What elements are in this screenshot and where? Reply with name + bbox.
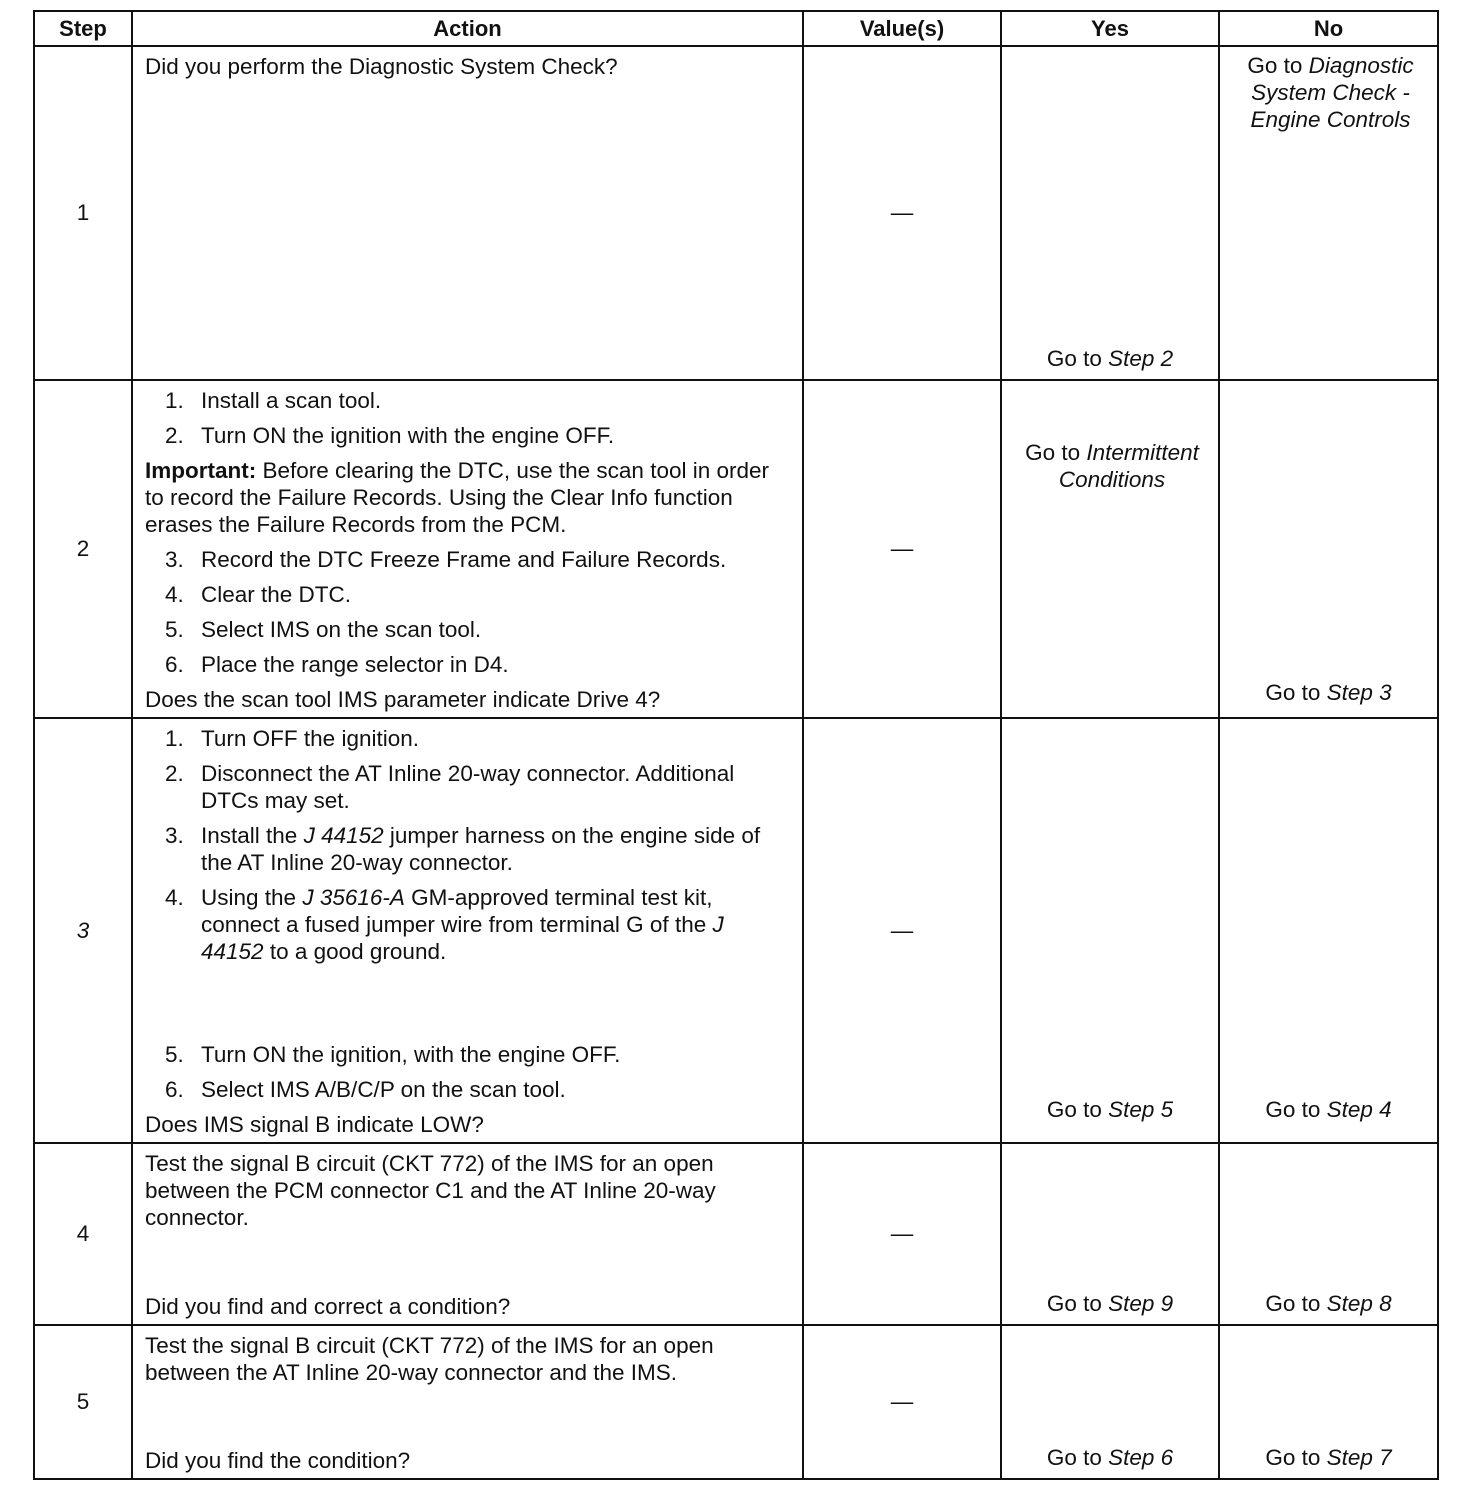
item-text: GM-approved terminal test kit, connect a fused jumper wire from terminal G of the [201,885,713,937]
no-cell [1219,1325,1438,1479]
step-number-text: 3 [76,917,90,943]
list-item [145,616,790,643]
item-number: 2. [165,423,184,448]
item-text: Using the [201,885,303,910]
header-no: No [1219,11,1438,46]
goto-prefix: Go to [1265,1097,1327,1122]
question-text: Does IMS signal B indicate LOW? [145,1112,484,1137]
no-goto[interactable] [1220,1097,1437,1123]
goto-link[interactable]: Step 5 [1108,1097,1174,1122]
goto-link[interactable]: Diagnostic System Check - Engine Controls [1250,53,1414,132]
question-text: Does the scan tool IMS parameter indicate Drive 4? [145,687,661,712]
table-row-step-5 [34,1325,1438,1479]
question-text: Did you find the condition? [145,1448,411,1473]
goto-prefix: Go to [1046,1445,1109,1470]
yes-goto[interactable] [1002,1097,1218,1123]
step-number: 4 [34,1143,132,1325]
item-text: Clear the DTC. [201,582,352,607]
goto-link[interactable]: Step 8 [1326,1291,1392,1316]
no-goto[interactable] [1220,1291,1437,1317]
action-cell [132,1325,803,1479]
table-row-step-3 [34,718,1438,1143]
item-text: jumper harness on the engine side of the AT Inline 20-way connector. [201,823,761,875]
item-text: Turn ON the ignition with the engine OFF. [201,423,615,448]
yes-goto[interactable] [1002,381,1218,493]
goto-link[interactable]: Step 9 [1108,1291,1174,1316]
list-item [145,387,790,414]
goto-prefix: Go to [1265,1445,1327,1470]
goto-link[interactable]: Step 3 [1326,680,1392,705]
header-action: Action [132,11,803,46]
goto-prefix: Go to [1046,346,1109,371]
yes-goto[interactable] [1002,1291,1218,1317]
item-text: to a good ground. [263,939,447,964]
list-item [145,725,790,752]
diagnostic-table [33,10,1439,1480]
step-number: 5 [34,1325,132,1479]
question-text: Did you perform the Diagnostic System Check? [145,54,618,79]
list-item [145,1041,790,1068]
item-number: 4. [165,885,184,910]
header-step: Step [34,11,132,46]
action-text: Test the signal B circuit (CKT 772) of the IMS for an open between the AT Inline 20-way connector and the IMS. [145,1333,714,1385]
table-row-step-1 [34,46,1438,380]
item-text: Turn OFF the ignition. [201,726,420,751]
action-text: Test the signal B circuit (CKT 772) of the IMS for an open between the PCM connector C1 and the AT Inline 20-way connector. [145,1151,716,1230]
important-text: Before clearing the DTC, use the scan tool in order to record the Failure Records. Using the Clear Info function erases the Failure Records from the PCM. [145,458,770,537]
item-text: Select IMS A/B/C/P on the scan tool. [201,1077,566,1102]
goto-prefix: Go to [1265,1291,1327,1316]
item-number: 3. [165,823,184,848]
question-text: Did you find and correct a condition? [145,1294,511,1319]
header-row [34,11,1438,46]
goto-link[interactable]: Step 7 [1326,1445,1392,1470]
table-row-step-2 [34,380,1438,718]
goto-prefix: Go to [1247,53,1309,78]
action-cell [132,1143,803,1325]
item-number: 6. [165,1077,184,1102]
goto-link[interactable]: Step 2 [1108,346,1174,371]
tool-reference[interactable]: J 44152 [201,912,724,964]
item-text: Install a scan tool. [201,388,382,413]
no-goto[interactable] [1220,47,1437,133]
action-cell [132,46,803,380]
item-text: Install the [201,823,304,848]
yes-cell [1001,718,1219,1143]
item-text: Place the range selector in D4. [201,652,509,677]
item-number: 2. [165,761,184,786]
action-cell [132,380,803,718]
value-cell: — [803,1325,1001,1479]
list-item [145,1076,790,1103]
yes-cell [1001,1325,1219,1479]
item-number: 6. [165,652,184,677]
list-item [145,651,790,678]
yes-goto[interactable] [1002,346,1218,372]
list-item [145,884,790,965]
no-goto[interactable] [1220,1445,1437,1471]
value-cell: — [803,1143,1001,1325]
table-row-step-4 [34,1143,1438,1325]
item-text: Select IMS on the scan tool. [201,617,482,642]
value-cell: — [803,46,1001,380]
yes-cell [1001,1143,1219,1325]
no-goto[interactable] [1220,680,1437,706]
instruction-list [145,387,790,449]
item-number: 3. [165,547,184,572]
important-label: Important: [145,458,257,483]
tool-reference[interactable]: J 35616-A [302,885,405,910]
step-number: 1 [34,46,132,380]
no-cell [1219,718,1438,1143]
value-cell: — [803,380,1001,718]
tool-reference[interactable]: J 44152 [303,823,384,848]
value-cell: — [803,718,1001,1143]
goto-prefix: Go to [1046,1097,1109,1122]
yes-cell [1001,46,1219,380]
goto-prefix: Go to [1265,680,1327,705]
header-values: Value(s) [803,11,1001,46]
no-cell [1219,1143,1438,1325]
goto-prefix: Go to [1046,1291,1109,1316]
list-item [145,422,790,449]
action-cell [132,718,803,1143]
header-yes: Yes [1001,11,1219,46]
list-item [145,822,790,876]
no-cell [1219,380,1438,718]
goto-link[interactable]: Step 6 [1108,1445,1174,1470]
item-number: 5. [165,1042,184,1067]
item-text: Disconnect the AT Inline 20-way connector. Additional DTCs may set. [201,761,735,813]
goto-link[interactable]: Step 4 [1326,1097,1392,1122]
goto-link[interactable]: Intermittent Conditions [1058,440,1199,492]
no-cell [1219,46,1438,380]
goto-prefix: Go to [1025,440,1087,465]
item-number: 1. [165,726,184,751]
step-number: 2 [34,380,132,718]
item-number: 4. [165,582,184,607]
important-note [145,457,790,538]
step-number [34,718,132,1143]
list-item [145,760,790,814]
instruction-list [145,546,790,678]
yes-cell [1001,380,1219,718]
item-number: 1. [165,388,184,413]
item-number: 5. [165,617,184,642]
instruction-list [145,725,790,1103]
list-item [145,546,790,573]
item-text: Record the DTC Freeze Frame and Failure Records. [201,547,727,572]
list-item [145,581,790,608]
item-text: Turn ON the ignition, with the engine OFF. [201,1042,621,1067]
yes-goto[interactable] [1002,1445,1218,1471]
